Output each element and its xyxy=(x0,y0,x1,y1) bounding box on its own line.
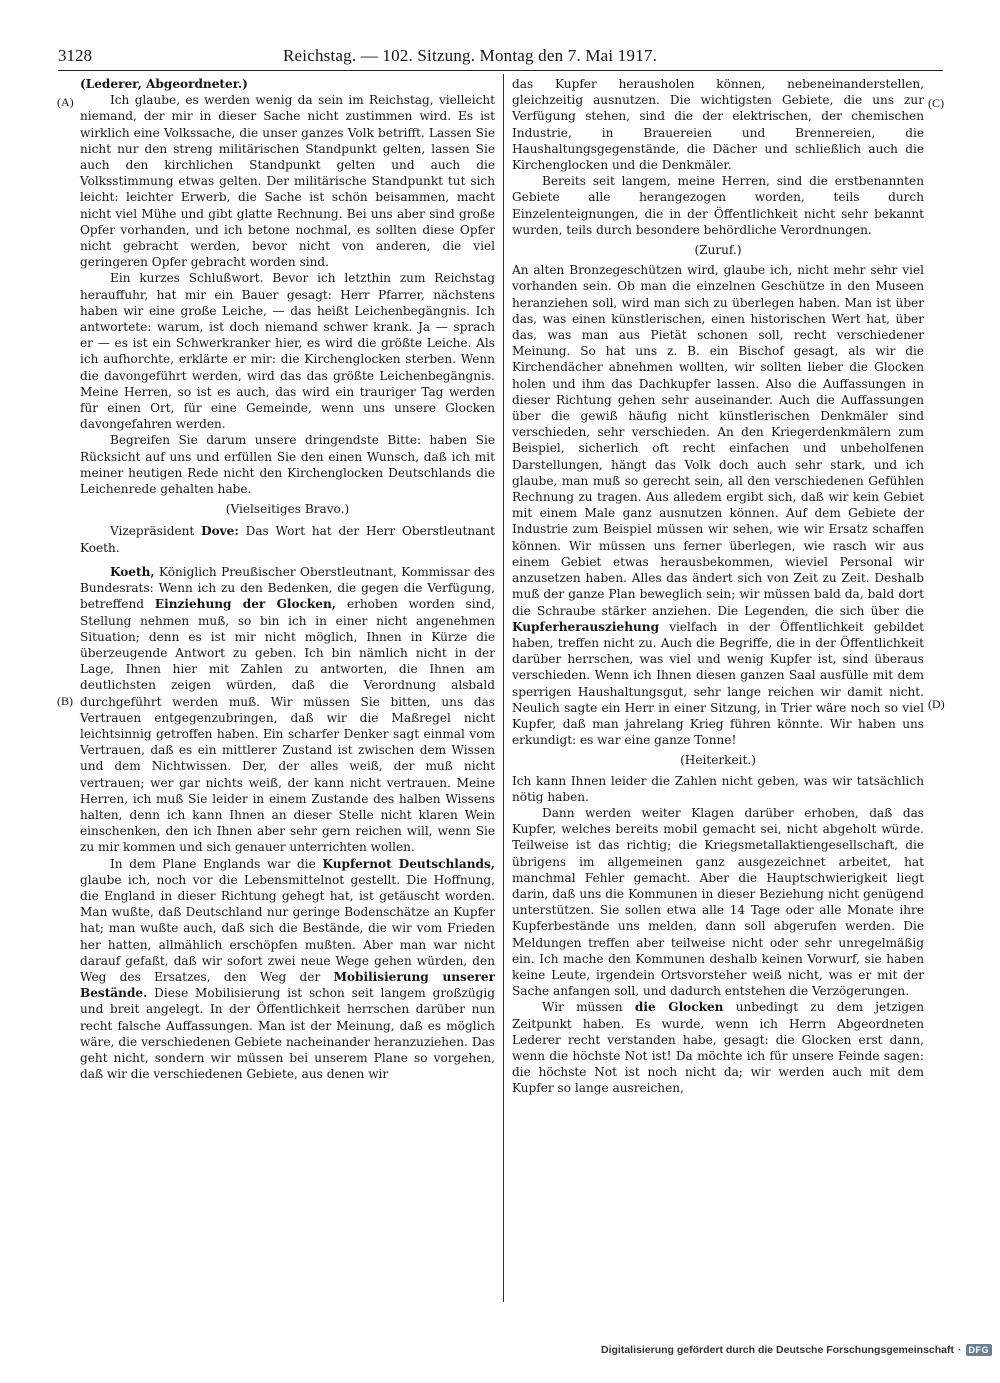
paragraph-text: erhoben worden sind, Stellung nehmen muß, so bin ich in einer nicht angenehmen Situation; denn es ist mir nicht möglich, Ihnen in Kürze die überzeugende Antwort zu geben. Ich bin nämlich nicht in der Lage, Ihnen hier mit Zahlen zu antworten, die Ihnen am deutlichsten zeigen würden, daß die Verordnung alsbald durchgeführt werden muß. Wir müssen Sie bitten, uns das Vertrauen entgegenzubringen, daß wir die Maßregel nicht leichtsinnig getroffen haben. Ein scharfer Denker sagt einmal vom Vertrauen, daß es ein mittlerer Zustand ist zwischen dem Wissen und dem Nichtwissen. Der, der alles weiß, der muß nicht vertrauen; wer gar nichts weiß, der kann nicht vertrauen. Meine Herren, ich muß Sie leider in einem Zustande des halben Wissens halten, denn ich kann Ihnen an dieser Stelle nicht klaren Wein einschenken, den ich Ihnen aber sehr gern reichen will, wenn Sie zu mir kommen und sich genauer unterrichten wollen. xyxy=(80,597,496,855)
chair-prefix: Vizepräsident xyxy=(110,524,195,539)
margin-marker-b: (B) xyxy=(57,694,73,708)
paragraph-text: Wir müssen xyxy=(542,1000,623,1015)
paragraph xyxy=(512,999,924,1096)
chair-name: Dove: xyxy=(201,524,239,539)
dfg-logo: DFG xyxy=(966,1344,993,1356)
paragraph: Ich kann Ihnen leider die Zahlen nicht geben, was wir tatsächlich nötig haben. xyxy=(512,773,924,804)
paragraph: Bereits seit langem, meine Herren, sind die erstbenannten Gebiete alle herangezogen worden, teils durch Einzelenteignungen, die in der Öffentlichkeit nicht sehr bekannt wurden, teils durch besondere behördliche Verordnungen. xyxy=(512,174,924,237)
running-title: Reichstag. — 102. Sitzung. Montag den 7. Mai 1917. xyxy=(283,46,658,65)
bold-term: Mobilisierung unserer Bestände. xyxy=(80,969,495,1001)
right-column xyxy=(512,76,924,1097)
speaker-intro: Königlich Preußischer Oberstleutnant, Kommissar des Bundesrats: Wenn ich zu den Bedenken, die gegen die Verfügung, betreffend xyxy=(80,564,495,612)
column-divider xyxy=(503,74,504,1302)
paragraph xyxy=(80,856,495,1083)
page-number: 3128 xyxy=(58,46,92,65)
paragraph-text: unbedingt zu dem jetzigen Zeitpunkt haben. Es wurde, wenn ich Herrn Abgeordneten Lederer recht verstanden habe, gesagt: die Glocken erst dann, wenn die höchste Not ist! Da möchte ich für unsere Feinde sagen: die höchste Not ist noch nicht da; wir werden auch mit dem Kupfer so lange ausreichen, xyxy=(512,1000,925,1096)
margin-marker-c: (C) xyxy=(928,96,944,110)
speaker-paragraph xyxy=(80,564,495,856)
footer-credit: Digitalisierung gefördert durch die Deutsche Forschungsgemeinschaft · DFG xyxy=(601,1344,992,1356)
interjection-note: (Zuruf.) xyxy=(694,243,742,258)
margin-marker-d: (D) xyxy=(928,697,945,711)
paragraph: Dann werden weiter Klagen darüber erhoben, daß das Kupfer, welches bereits mobil gemacht sei, nicht abgeholt würde. Teilweise ist das richtig; die Kriegsmetallaktiengesellschaft, die übrigens im allgemeinen ganz ausgezeichnet arbeitet, hat manchmal Fehler gemacht. Aber die Hauptschwierigkeit liegt darin, daß uns die Kommunen in dieser Beziehung nicht genügend unterstützen. Sie sollen etwa alle 14 Tage oder alle Monate ihre Kupferbestände uns melden, dann soll abgerufen werden. Die Meldungen treffen aber teilweise nicht oder sehr unregelmäßig ein. Ich mache den Kommunen deshalb keinen Vorwurf, sie haben keine Leute, irgendein Ortsvorsteher weiß nicht, was er mit der Sache anfangen soll, und dadurch entstehen die Verzögerungen. xyxy=(512,805,924,999)
credit-text: Digitalisierung gefördert durch die Deutsche Forschungsgemeinschaft xyxy=(601,1344,954,1356)
bold-term: die Glocken xyxy=(634,1000,724,1015)
applause-note: (Vielseitiges Bravo.) xyxy=(225,502,350,517)
bold-term: Kupferherausziehung xyxy=(512,619,660,634)
paragraph: das Kupfer herausholen können, nebeneinanderstellen, gleichzeitig ausnutzen. Die wichtigsten Gebiete, die uns zur Verfügung stehen, sind die der elektrischen, der chemischen Industrie, in Brauereien und Brennereien, die Haushaltungsgegenstände, die Dächer und schließlich auch die Kirchenglocken und die Denkmäler. xyxy=(512,77,924,173)
paragraph-text: vielfach in der Öffentlichkeit gebildet haben, treffen nicht zu. Auch die Begriffe, die in der Öffentlichkeit darüber herrschen, was viel und wenig Kupfer ist, sind überaus verschieden. Wenn ich Ihnen diesen ganzen Saal ausfülle mit dem sperrigen Haushaltungsgut, sehr lange reichen wir damit nicht. Neulich sagte ein Herr in einer Sitzung, in Trier wäre noch so viel Kupfer, daß man jahrelang Krieg führen könnte. Wir haben uns erkundigt: es war eine ganze Tonne! xyxy=(512,619,924,748)
paragraph: Begreifen Sie darum unsere dringendste Bitte: haben Sie Rücksicht auf uns und erfüllen Sie den einen Wunsch, daß ich mit meiner heutigen Rede nicht den Kirchenglocken Deutschlands die Leichenrede gehalten habe. xyxy=(80,433,495,497)
header-rule xyxy=(58,70,943,71)
page-header xyxy=(58,46,943,68)
paragraph xyxy=(512,262,924,748)
laughter-note: (Heiterkeit.) xyxy=(680,753,756,768)
speaker-continued: (Lederer, Abgeordneter.) xyxy=(80,77,248,91)
left-column xyxy=(80,76,495,1082)
paragraph-text: An alten Bronzegeschützen wird, glaube ich, nicht mehr sehr viel vorhanden sein. Ob man die einzelnen Geschütze in den Museen heranziehen soll, wird man sich zu überlegen haben. Man ist über das, was einen künstlerischen, einen historischen Wert hat, über das, was man aus Pietät schonen soll, recht verschiedener Meinung. So hat uns z. B. ein Bischof gesagt, als wir die Kirchendächer abnehmen wollten, wir sollten lieber die Glocken holen und ihm das Dachkupfer lassen. Also die Auffassungen in dieser Richtung gehen sehr auseinander. Auch die Auffassungen über die gewiß häufig nicht künstlerischen Denkmäler sind verschieden, sehr verschieden. An den Kriegerdenkmälern zum Beispiel, sicherlich oft recht einfachen und unbeholfenen Darstellungen, hängt das Volk doch auch sehr stark, und ich glaube, man muß so gerecht sein, all den verschiedenen Gefühlen Rechnung zu tragen. Aus alledem ergibt sich, daß wir kein Gebiet mit einem Male ganz ausnutzen können. Auf dem Gebiete der Industrie zum Beispiel müssen wir sehen, wie wir Ersatz schaffen können. Wir müssen uns ferner überlegen, wie rasch wir aus einem Gebiet etwas herausbekommen, wieviel Personal wir anzusetzen haben. Alles das ändert sich von Zeit zu Zeit. Deshalb muß der ganze Plan beweglich sein; wir müssen bald da, bald dort die Schraube stärker anziehen. Die Legenden, die sich über die xyxy=(512,263,924,618)
chair-text: Das Wort hat der Herr Oberstleutnant Koeth. xyxy=(80,524,495,555)
paragraph-text: Diese Mobilisierung ist schon seit langem großzügig und breit angelegt. In der Öffentlichkeit herrschen darüber nun recht falsche Auffassungen. Man ist der Meinung, daß es möglich wäre, die verschiedenen Gebiete nacheinander heranzuziehen. Das geht nicht, sondern wir müssen bei unserem Plane so vorgehen, daß wir die verschiedenen Gebiete, aus denen wir xyxy=(80,986,495,1082)
paragraph: Ich glaube, es werden wenig da sein im Reichstag, vielleicht niemand, der mir in dieser Sache nicht zustimmen wird. Es ist wirklich eine Volkssache, die unser ganzes Volk betrifft. Lassen Sie nicht nur den streng militärischen Standpunkt gelten, lassen Sie auch den kirchlichen Standpunkt gelten und auch die Volksstimmung etwas gelten. Der militärische Standpunkt tut sich leicht: leichter Erwerb, die Sache ist schön beisammen, macht nicht viel Mühe und gibt glatte Rechnung. Bei uns aber sind große Opfer vorhanden, und ich betone nochmal, es sollten diese Opfer nicht gebracht werden, bevor nicht von anderen, die viel geringeren Opfer gebracht worden sind. xyxy=(80,93,495,270)
chair-statement xyxy=(80,523,495,555)
margin-marker-a: (A) xyxy=(57,95,74,109)
paragraph-text: In dem Plane Englands war die xyxy=(110,856,316,871)
paragraph: Ein kurzes Schlußwort. Bevor ich letzthin zum Reichstag herauffuhr, hat mir ein Bauer gesagt: Herr Pfarrer, nächstens haben wir eine große Leiche, — das heißt Leichenbegängnis. Ich antwortete: warum, ist doch niemand schwer krank. Ja — sprach er — es ist ein Schwerkranker hier, es wird die größte Leiche. Als ich aufhorchte, erklärte er mir: die Kirchenglocken sterben. Wenn die davongeführt werden, wird das das größte Leichenbegängnis. Meine Herren, so ist es auch, das wird ein trauriger Tag werden für einen Ort, für eine Gemeinde, wenn uns unsere Glocken davongefahren werden. xyxy=(80,271,495,432)
bold-term: Kupfernot Deutschlands, xyxy=(322,856,495,871)
paragraph-text: glaube ich, noch vor die Lebensmittelnot gestellt. Die Hoffnung, die England in dieser Richtung gehegt hat, ist getäuscht worden. Man wußte, daß Deutschland nur geringe Bodenschätze an Kupfer hat; man wußte auch, daß sich die Bestände, die wir vom Frieden her hatten, allmählich erschöpfen mußten. Aber man war nicht darauf gefaßt, daß wir sofort zwei neue Wege gehen würden, den Weg des Ersatzes, den Weg der xyxy=(80,872,495,984)
bold-term: Einziehung der Glocken, xyxy=(154,597,337,612)
speaker-name: Koeth, xyxy=(110,564,155,579)
